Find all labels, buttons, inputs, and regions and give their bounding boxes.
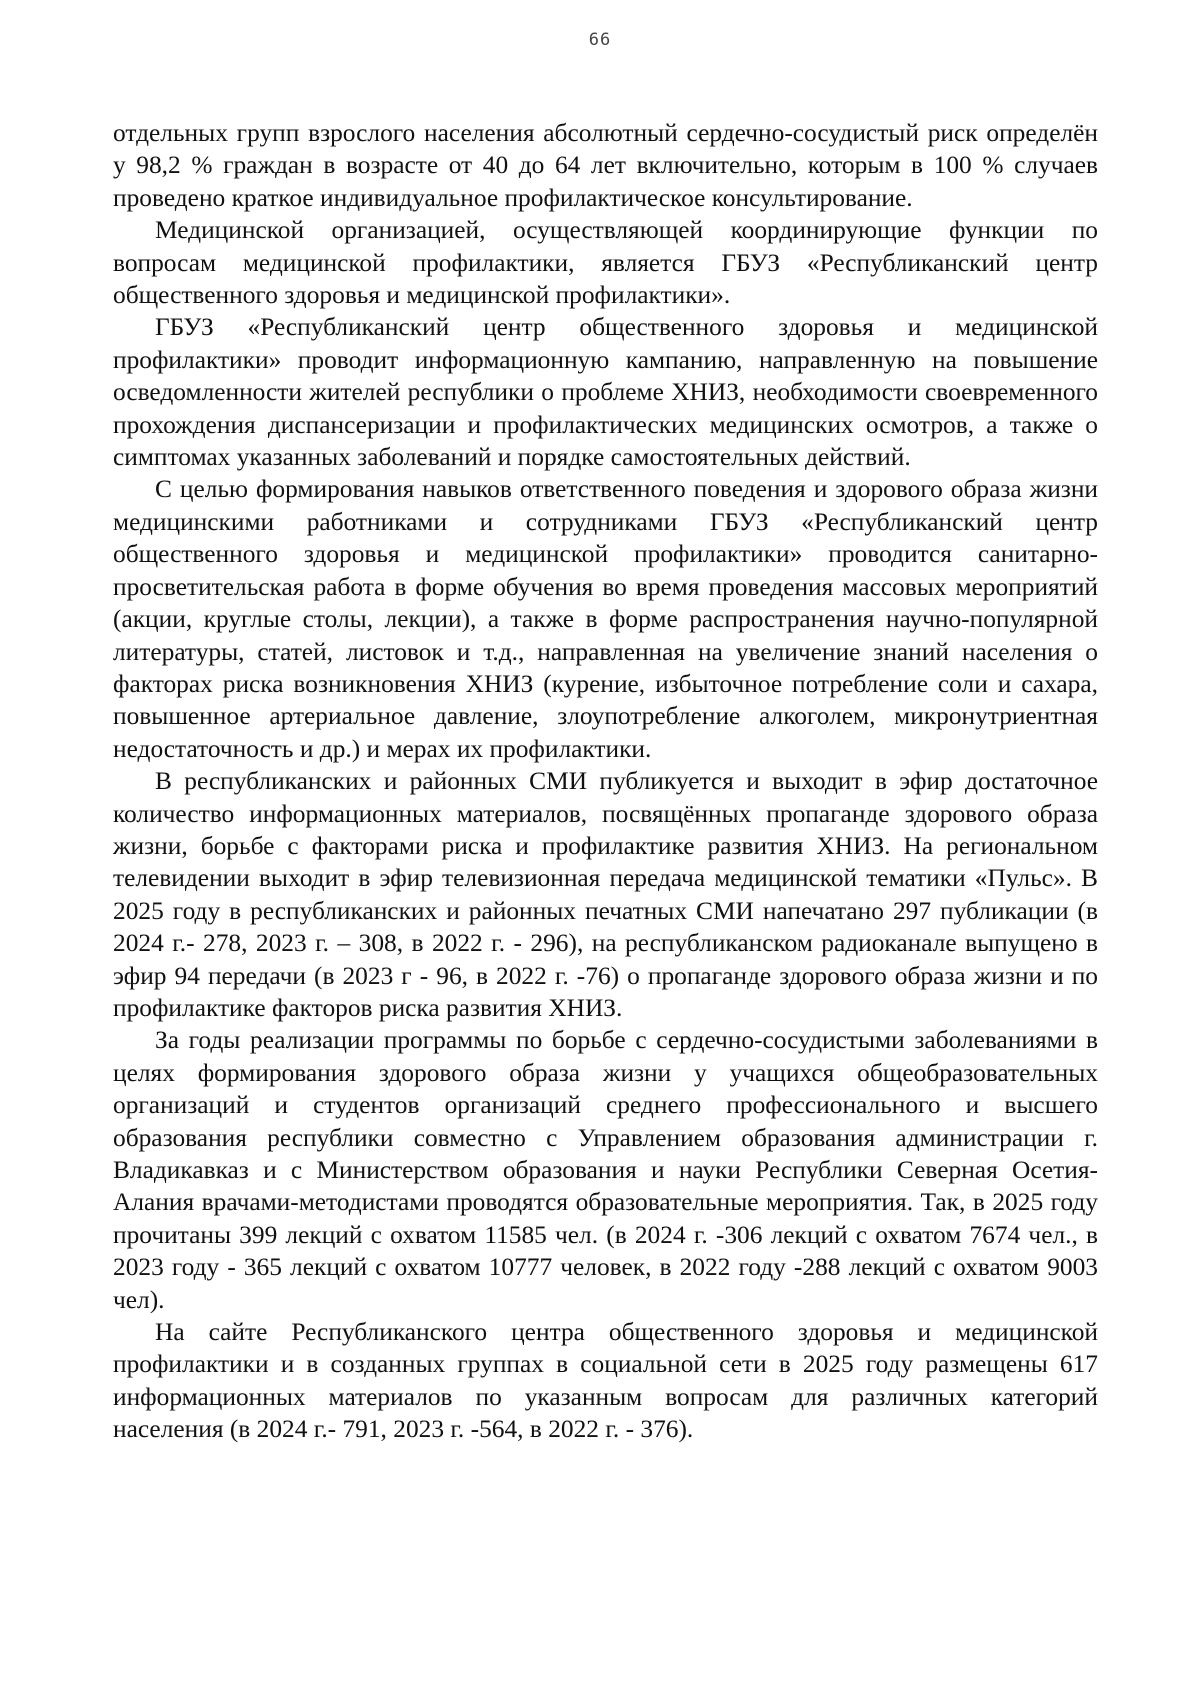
paragraph-school-lectures: За годы реализации программы по борьбе с сердечно-сосудистыми заболеваниями в целях формирования здорового образа жизни у учащихся общеобразовательных организаций и студентов организаций среднего профессионального и высшего образования республики совместно с Управлением образования администрации г. Владикавказ и с Министерством образования и науки Республики Северная Осетия-Алания врачами-методистами проводятся образовательные мероприятия. Так, в 2025 году прочитаны 399 лекций с охватом 11585 чел. (в 2024 г. -306 лекций с охватом 7674 чел., в 2023 году - 365 лекций с охватом 10777 человек, в 2022 году -288 лекций с охватом 9003 чел). [113, 1026, 1098, 1314]
paragraph-website-materials: На сайте Республиканского центра общественного здоровья и медицинской профилактики и в созданных группах в социальной сети в 2025 году размещены 617 информационных материалов по указанным вопросам для различных категорий населения (в 2024 г.- 791, 2023 г. -564, в 2022 г. - 376). [113, 1318, 1098, 1444]
paragraph-coordinating-organization: Медицинской организацией, осуществляющей координирующие функции по вопросам медицинской профилактики, является ГБУЗ «Республиканский центр общественного здоровья и медицинской профилактики». [113, 216, 1098, 310]
page-number: 66 [588, 30, 612, 50]
document-body [113, 117, 1098, 1446]
paragraph-information-campaign: ГБУЗ «Республиканский центр общественного здоровья и медицинской профилактики» проводит информационную кампанию, направленную на повышение осведомленности жителей республики о проблеме ХНИЗ, необходимости своевременного прохождения диспансеризации и профилактических медицинских осмотров, а также о симптомах указанных заболеваний и порядке самостоятельных действий. [113, 313, 1098, 472]
paragraph-health-education: С целью формирования навыков ответственного поведения и здорового образа жизни медицинскими работниками и сотрудниками ГБУЗ «Республиканский центр общественного здоровья и медицинской профилактики» проводится санитарно-просветительская работа в форме обучения во время проведения массовых мероприятий (акции, круглые столы, лекции), а также в форме распространения научно-популярной литературы, статей, листовок и т.д., направленная на увеличение знаний населения о факторах риска возникновения ХНИЗ (курение, избыточное потребление соли и сахара, повышенное артериальное давление, злоупотребление алкоголем, микронутриентная недостаточность и др.) и мерах их профилактики. [113, 475, 1098, 763]
paragraph-risk-assessment: отдельных групп взрослого населения абсолютный сердечно-сосудистый риск определён у 98,2 % граждан в возрасте от 40 до 64 лет включительно, которым в 100 % случаев проведено краткое индивидуальное профилактическое консультирование. [113, 119, 1098, 212]
paragraph-media-publications: В республиканских и районных СМИ публикуется и выходит в эфир достаточное количество информационных материалов, посвящённых пропаганде здорового образа жизни, борьбе с факторами риска и профилактике развития ХНИЗ. На региональном телевидении выходит в эфир телевизионная передача медицинской тематики «Пульс». В 2025 году в республиканских и районных печатных СМИ напечатано 297 публикации (в 2024 г.- 278, 2023 г. – 308, в 2022 г. - 296), на республиканском радиоканале выпущено в эфир 94 передачи (в 2023 г - 96, в 2022 г. -76) о пропаганде здорового образа жизни и по профилактике факторов риска развития ХНИЗ. [113, 767, 1098, 1022]
